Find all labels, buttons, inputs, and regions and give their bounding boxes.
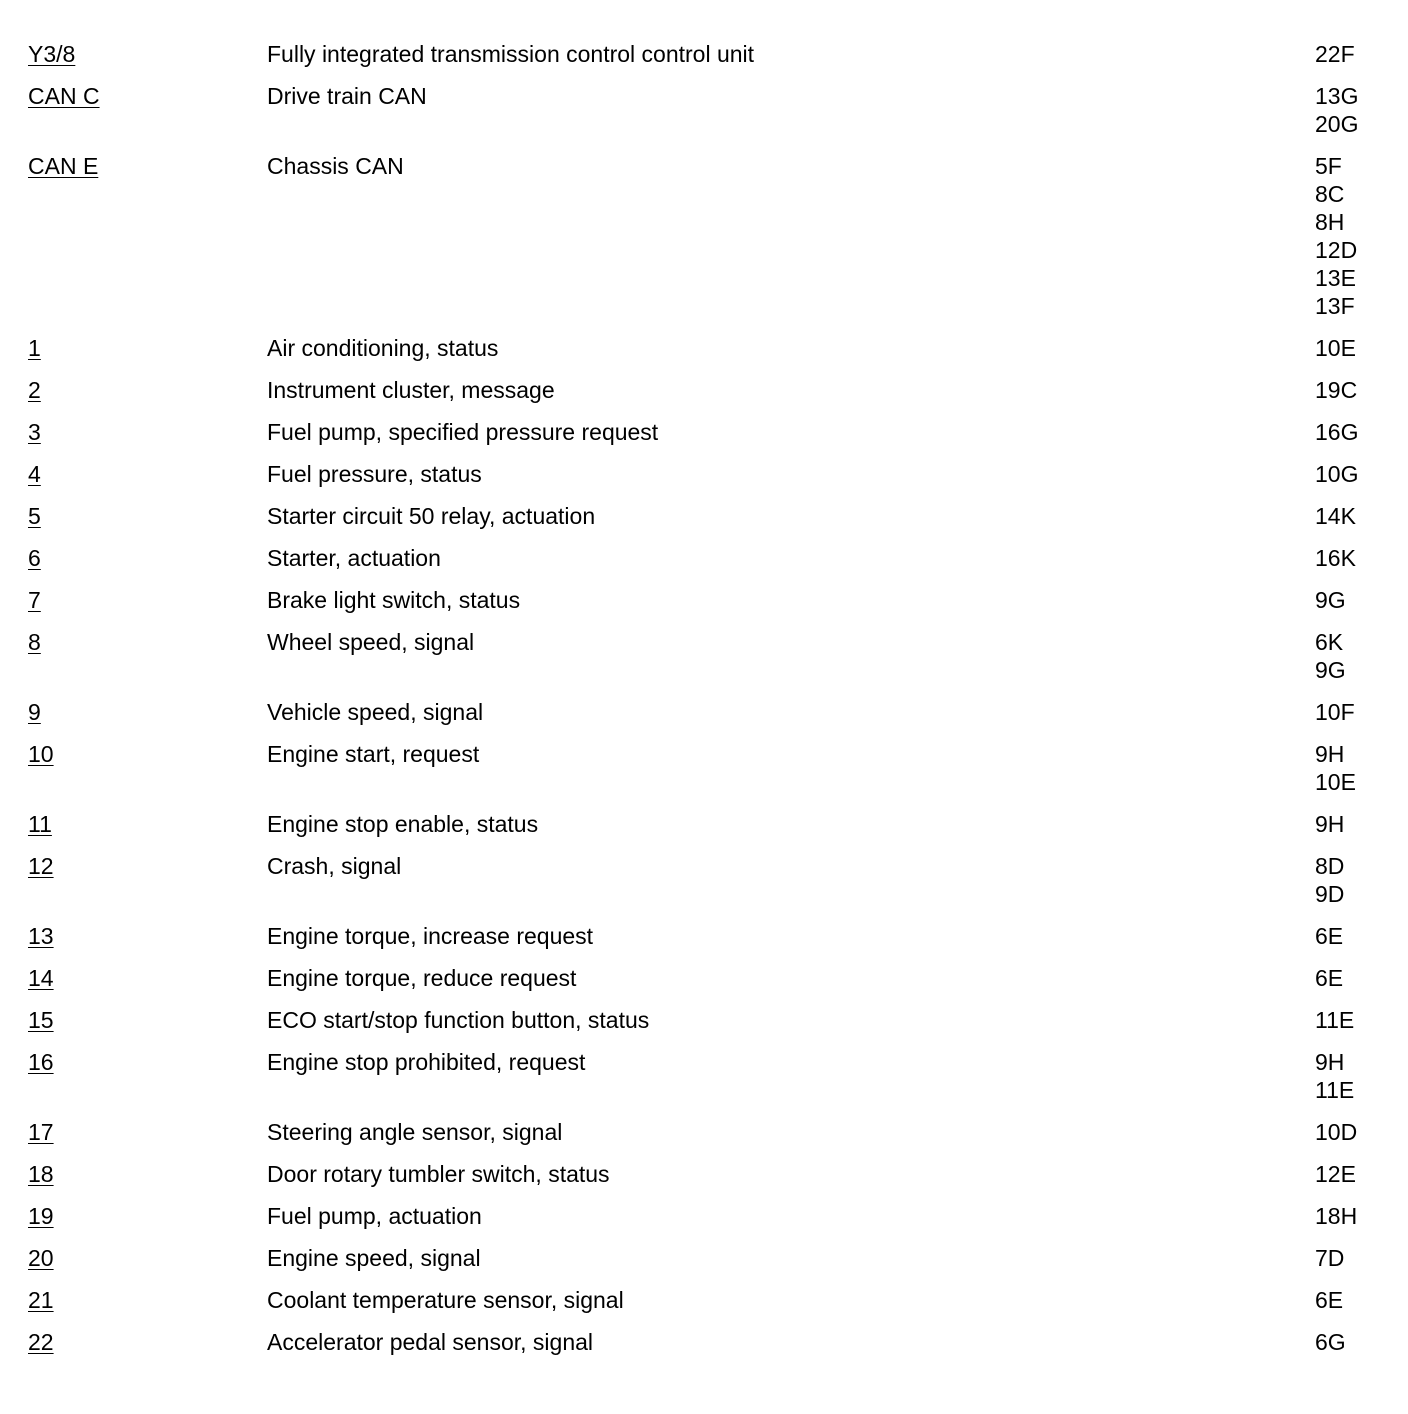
legend-grid-refs [1315, 82, 1358, 138]
legend-code-link[interactable]: 8 [28, 629, 41, 655]
grid-reference: 10E [1315, 335, 1356, 361]
legend-row [28, 1286, 1388, 1314]
legend-description: Fully integrated transmission control control unit [267, 41, 755, 67]
legend-row [28, 740, 1388, 796]
legend-grid-refs [1315, 964, 1343, 992]
grid-reference: 19C [1315, 377, 1358, 403]
legend-code-link[interactable]: 7 [28, 587, 41, 613]
legend-grid-refs [1315, 1328, 1346, 1356]
grid-reference: 13F [1315, 293, 1355, 319]
legend-description: Coolant temperature sensor, signal [267, 1287, 624, 1313]
legend-row [28, 964, 1388, 992]
legend-description: Fuel pump, specified pressure request [267, 419, 659, 445]
legend-rows [28, 40, 1388, 1356]
legend-code-link[interactable]: 10 [28, 741, 54, 767]
legend-code-link[interactable]: 6 [28, 545, 41, 571]
grid-reference: 10G [1315, 461, 1359, 487]
legend-description: Engine start, request [267, 741, 480, 767]
legend-description: Door rotary tumbler switch, status [267, 1161, 610, 1187]
legend-code-link[interactable]: 14 [28, 965, 54, 991]
legend-row [28, 502, 1388, 530]
legend-code-link[interactable]: 11 [28, 811, 52, 837]
legend-row [28, 1202, 1388, 1230]
legend-description: Chassis CAN [267, 153, 404, 179]
grid-reference: 9G [1315, 657, 1346, 683]
legend-code-link[interactable]: 1 [28, 335, 41, 361]
grid-reference: 9H [1315, 811, 1345, 837]
legend-row [28, 1244, 1388, 1272]
legend-row [28, 376, 1388, 404]
grid-reference: 8D [1315, 853, 1345, 879]
legend-description: Air conditioning, status [267, 335, 499, 361]
legend-code-link[interactable]: 5 [28, 503, 41, 529]
legend-grid-refs [1315, 1286, 1343, 1314]
grid-reference: 22F [1315, 41, 1355, 67]
legend-row [28, 334, 1388, 362]
legend-code-link[interactable]: 20 [28, 1245, 54, 1271]
legend-code-link[interactable]: 13 [28, 923, 54, 949]
legend-grid-refs [1315, 698, 1355, 726]
legend-code-link[interactable]: 16 [28, 1049, 54, 1075]
grid-reference: 16G [1315, 419, 1359, 445]
legend-grid-refs [1315, 1202, 1357, 1230]
legend-grid-refs [1315, 1118, 1357, 1146]
legend-grid-refs [1315, 1160, 1356, 1188]
grid-reference: 6E [1315, 923, 1344, 949]
legend-grid-refs [1315, 1006, 1354, 1034]
legend-grid-refs [1315, 852, 1344, 908]
legend-row [28, 586, 1388, 614]
legend-grid-refs [1315, 922, 1343, 950]
legend-grid-refs [1315, 460, 1358, 488]
legend-row [28, 852, 1388, 908]
grid-reference: 12E [1315, 1161, 1356, 1187]
grid-reference: 6K [1315, 629, 1344, 655]
legend-row [28, 1118, 1388, 1146]
legend-grid-refs [1315, 334, 1356, 362]
legend-grid-refs [1315, 418, 1358, 446]
legend-grid-refs [1315, 1244, 1344, 1272]
legend-code-link[interactable]: 21 [28, 1287, 54, 1313]
grid-reference: 6E [1315, 965, 1344, 991]
legend-row [28, 152, 1388, 320]
legend-code-link[interactable]: 4 [28, 461, 41, 487]
grid-reference: 10F [1315, 699, 1355, 725]
legend-table [28, 40, 1388, 1370]
grid-reference: 12D [1315, 237, 1358, 263]
legend-description: Engine speed, signal [267, 1245, 481, 1271]
legend-row [28, 40, 1388, 68]
legend-row [28, 922, 1388, 950]
legend-grid-refs [1315, 810, 1344, 838]
grid-reference: 13E [1315, 265, 1356, 291]
legend-code-link[interactable]: Y3/8 [28, 41, 76, 67]
legend-code-link[interactable]: 22 [28, 1329, 54, 1355]
grid-reference: 10E [1315, 769, 1356, 795]
legend-row [28, 1006, 1388, 1034]
legend-description: Steering angle sensor, signal [267, 1119, 563, 1145]
legend-row [28, 82, 1388, 138]
grid-reference: 11E [1315, 1007, 1355, 1033]
legend-code-link[interactable]: 15 [28, 1007, 54, 1033]
legend-grid-refs [1315, 40, 1355, 68]
grid-reference: 5F [1315, 153, 1342, 179]
grid-reference: 9H [1315, 1049, 1345, 1075]
legend-row [28, 544, 1388, 572]
grid-reference: 14K [1315, 503, 1356, 529]
legend-grid-refs [1315, 376, 1357, 404]
grid-reference: 8C [1315, 181, 1345, 207]
grid-reference: 18H [1315, 1203, 1358, 1229]
legend-description: Crash, signal [267, 853, 402, 879]
legend-grid-refs [1315, 740, 1356, 796]
legend-description: Engine torque, increase request [267, 923, 594, 949]
legend-description: Vehicle speed, signal [267, 699, 484, 725]
legend-code-link[interactable]: CAN C [28, 83, 100, 109]
legend-code-link[interactable]: 19 [28, 1203, 54, 1229]
grid-reference: 11E [1315, 1077, 1355, 1103]
legend-description: Brake light switch, status [267, 587, 521, 613]
legend-row [28, 628, 1388, 684]
legend-description: Engine torque, reduce request [267, 965, 577, 991]
legend-row [28, 1328, 1388, 1356]
grid-reference: 6E [1315, 1287, 1344, 1313]
legend-row [28, 1048, 1388, 1104]
grid-reference: 9D [1315, 881, 1345, 907]
grid-reference: 7D [1315, 1245, 1345, 1271]
legend-description: Accelerator pedal sensor, signal [267, 1329, 594, 1355]
legend-row [28, 810, 1388, 838]
legend-code-link[interactable]: CAN E [28, 153, 99, 179]
legend-grid-refs [1315, 502, 1356, 530]
legend-description: Starter circuit 50 relay, actuation [267, 503, 596, 529]
legend-description: Starter, actuation [267, 545, 441, 571]
legend-code-link[interactable]: 3 [28, 419, 41, 445]
legend-grid-refs [1315, 152, 1357, 320]
legend-description: Instrument cluster, message [267, 377, 555, 403]
legend-row [28, 418, 1388, 446]
grid-reference: 6G [1315, 1329, 1346, 1355]
grid-reference: 10D [1315, 1119, 1358, 1145]
legend-code-link[interactable]: 12 [28, 853, 54, 879]
grid-reference: 9H [1315, 741, 1345, 767]
grid-reference: 9G [1315, 587, 1346, 613]
grid-reference: 13G [1315, 83, 1359, 109]
legend-grid-refs [1315, 628, 1346, 684]
grid-reference: 20G [1315, 111, 1359, 137]
legend-row [28, 698, 1388, 726]
legend-code-link[interactable]: 2 [28, 377, 41, 403]
legend-description: ECO start/stop function button, status [267, 1007, 650, 1033]
legend-code-link[interactable]: 9 [28, 699, 41, 725]
legend-row [28, 1160, 1388, 1188]
legend-description: Fuel pump, actuation [267, 1203, 482, 1229]
legend-grid-refs [1315, 544, 1356, 572]
legend-description: Wheel speed, signal [267, 629, 475, 655]
legend-row [28, 460, 1388, 488]
legend-grid-refs [1315, 1048, 1354, 1104]
legend-description: Engine stop enable, status [267, 811, 539, 837]
legend-grid-refs [1315, 586, 1346, 614]
grid-reference: 16K [1315, 545, 1356, 571]
legend-description: Engine stop prohibited, request [267, 1049, 586, 1075]
legend-description: Fuel pressure, status [267, 461, 482, 487]
legend-code-link[interactable]: 17 [28, 1119, 54, 1145]
legend-description: Drive train CAN [267, 83, 427, 109]
legend-code-link[interactable]: 18 [28, 1161, 54, 1187]
grid-reference: 8H [1315, 209, 1345, 235]
